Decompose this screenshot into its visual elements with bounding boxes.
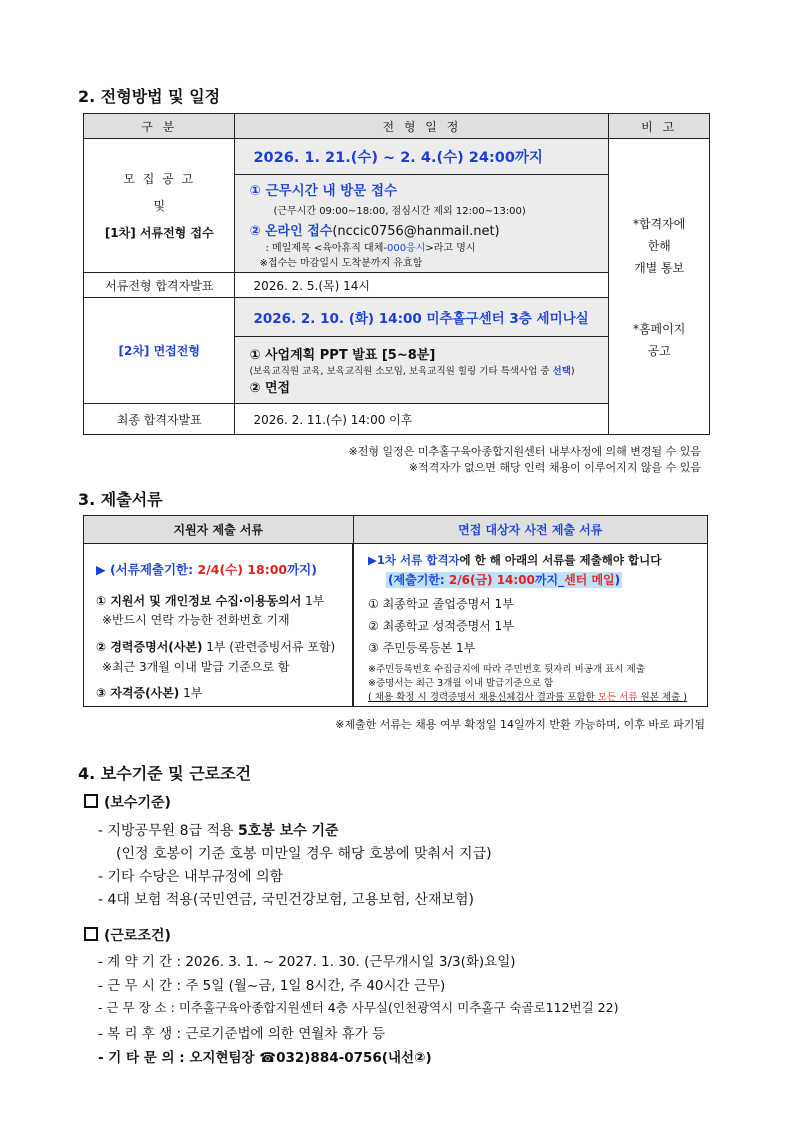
section-3-heading: 3. 제출서류 <box>78 490 163 509</box>
row1-period: 2026. 1. 21.(수) ~ 2. 4.(수) 24:00까지 <box>235 139 609 175</box>
documents-note: ※제출한 서류는 채용 여부 확정일 14일까지 반환 가능하며, 이후 바로 파기됨 <box>335 718 705 731</box>
row3-datetime: 2026. 2. 10. (화) 14:00 미추홀구센터 3층 세미나실 <box>235 298 609 337</box>
pay-item-1-note: (인정 호봉이 기준 호봉 미만일 경우 해당 호봉에 맞춰서 지급) <box>116 846 492 862</box>
col-category: 구 분 <box>84 114 235 139</box>
schedule-note-2: ※적격자가 없으면 해당 인력 채용이 이루어지지 않을 수 있음 <box>408 461 701 474</box>
right-docs: ▶1차 서류 합격자에 한 해 아래의 서류를 제출해야 합니다 (제출기한: 2/6(금) 14:00까지_센터 메일) ① 최종학교 졸업증명서 1부 ② 최종학교 성적증명서 1부 ③ 주민등록등본 1부 ※주민등록번호 수집금지에 따라 주민번호 뒷자리 비공개 표시 제출 ※증명서는 최근 3개월 이내 발급기준으로 함 ( 채용 확정 시 경력증명서 채용신체검사 결과를 포함한 모든 서류 원본 제출 ) <box>353 544 707 707</box>
work-title: (근로조건) <box>84 925 171 945</box>
schedule-table <box>83 113 710 435</box>
pay-item-1: - 지방공무원 8급 적용 5호봉 보수 기준 <box>98 823 339 839</box>
row4-label: 최종 합격자발표 <box>84 404 235 435</box>
checkbox-square-icon <box>84 927 98 941</box>
pay-title: (보수기준) <box>84 792 171 812</box>
left-docs: ▶ (서류제출기한: 2/4(수) 18:00까지) ① 지원서 및 개인정보 수집·이용동의서 1부 ※반드시 연락 가능한 전화번호 기재 ② 경력증명서(사본) 1부 (관련증빙서류 포함) ※최근 3개월 이내 발급 기준으로 함 ③ 자격증(사본) 1부 <box>84 544 354 707</box>
documents-table <box>83 515 708 707</box>
col-remarks: 비 고 <box>609 114 710 139</box>
section-2-heading: 2. 전형방법 및 일정 <box>78 87 221 106</box>
schedule-note-1: ※전형 일정은 미추홀구육아종합지원센터 내부사정에 의해 변경될 수 있음 <box>348 445 701 458</box>
checkbox-square-icon <box>84 794 98 808</box>
row1-methods: ① 근무시간 내 방문 접수 (근무시간 09:00~18:00, 점심시간 제외 12:00~13:00) ② 온라인 접수(nccic0756@hanmail.net) : 메일제목 <육아휴직 대체-000응시>라고 명시 ※접수는 마감일시 도착분까지 유효함 <box>235 174 609 272</box>
work-place: - 근 무 장 소 : 미추홀구육아종합지원센터 4층 사무실(인천광역시 미추홀구 숙골로112번길 22) <box>98 1000 619 1015</box>
pay-item-3: - 4대 보험 적용(국민연금, 국민건강보험, 고용보험, 산재보험) <box>98 892 474 908</box>
row2-label: 서류전형 합격자발표 <box>84 273 235 298</box>
row3-items: ① 사업계획 PPT 발표 [5~8분] (보육교직원 교육, 보육교직원 소모임, 보육교직원 힐링 기타 특색사업 중 선택) ② 면접 <box>235 337 609 404</box>
right-head: 면접 대상자 사전 제출 서류 <box>353 516 707 544</box>
col-schedule: 전 형 일 정 <box>235 114 609 139</box>
remarks-cell: *합격자에 한해 개별 통보 *홈페이지 공고 <box>609 139 710 435</box>
left-head: 지원자 제출 서류 <box>84 516 354 544</box>
row1-label: 모 집 공 고 및 [1차] 서류전형 접수 <box>84 139 235 273</box>
row3-label: [2차] 면접전형 <box>84 298 235 404</box>
work-benefits: - 복 리 후 생 : 근로기준법에 의한 연월차 휴가 등 <box>98 1026 386 1042</box>
section-4-heading: 4. 보수기준 및 근로조건 <box>78 764 252 783</box>
row2-value: 2026. 2. 5.(목) 14시 <box>235 273 609 298</box>
work-contract-period: - 계 약 기 간 : 2026. 3. 1. ~ 2027. 1. 30. (근무개시일 3/3(화)요일) <box>98 954 516 970</box>
work-hours: - 근 무 시 간 : 주 5일 (월~금, 1일 8시간, 주 40시간 근무) <box>98 978 446 994</box>
row4-value: 2026. 2. 11.(수) 14:00 이후 <box>235 404 609 435</box>
pay-item-2: - 기타 수당은 내부규정에 의함 <box>98 869 284 885</box>
work-contact: - 기 타 문 의 : 오지현팀장 ☎032)884-0756(내선②) <box>98 1050 432 1066</box>
